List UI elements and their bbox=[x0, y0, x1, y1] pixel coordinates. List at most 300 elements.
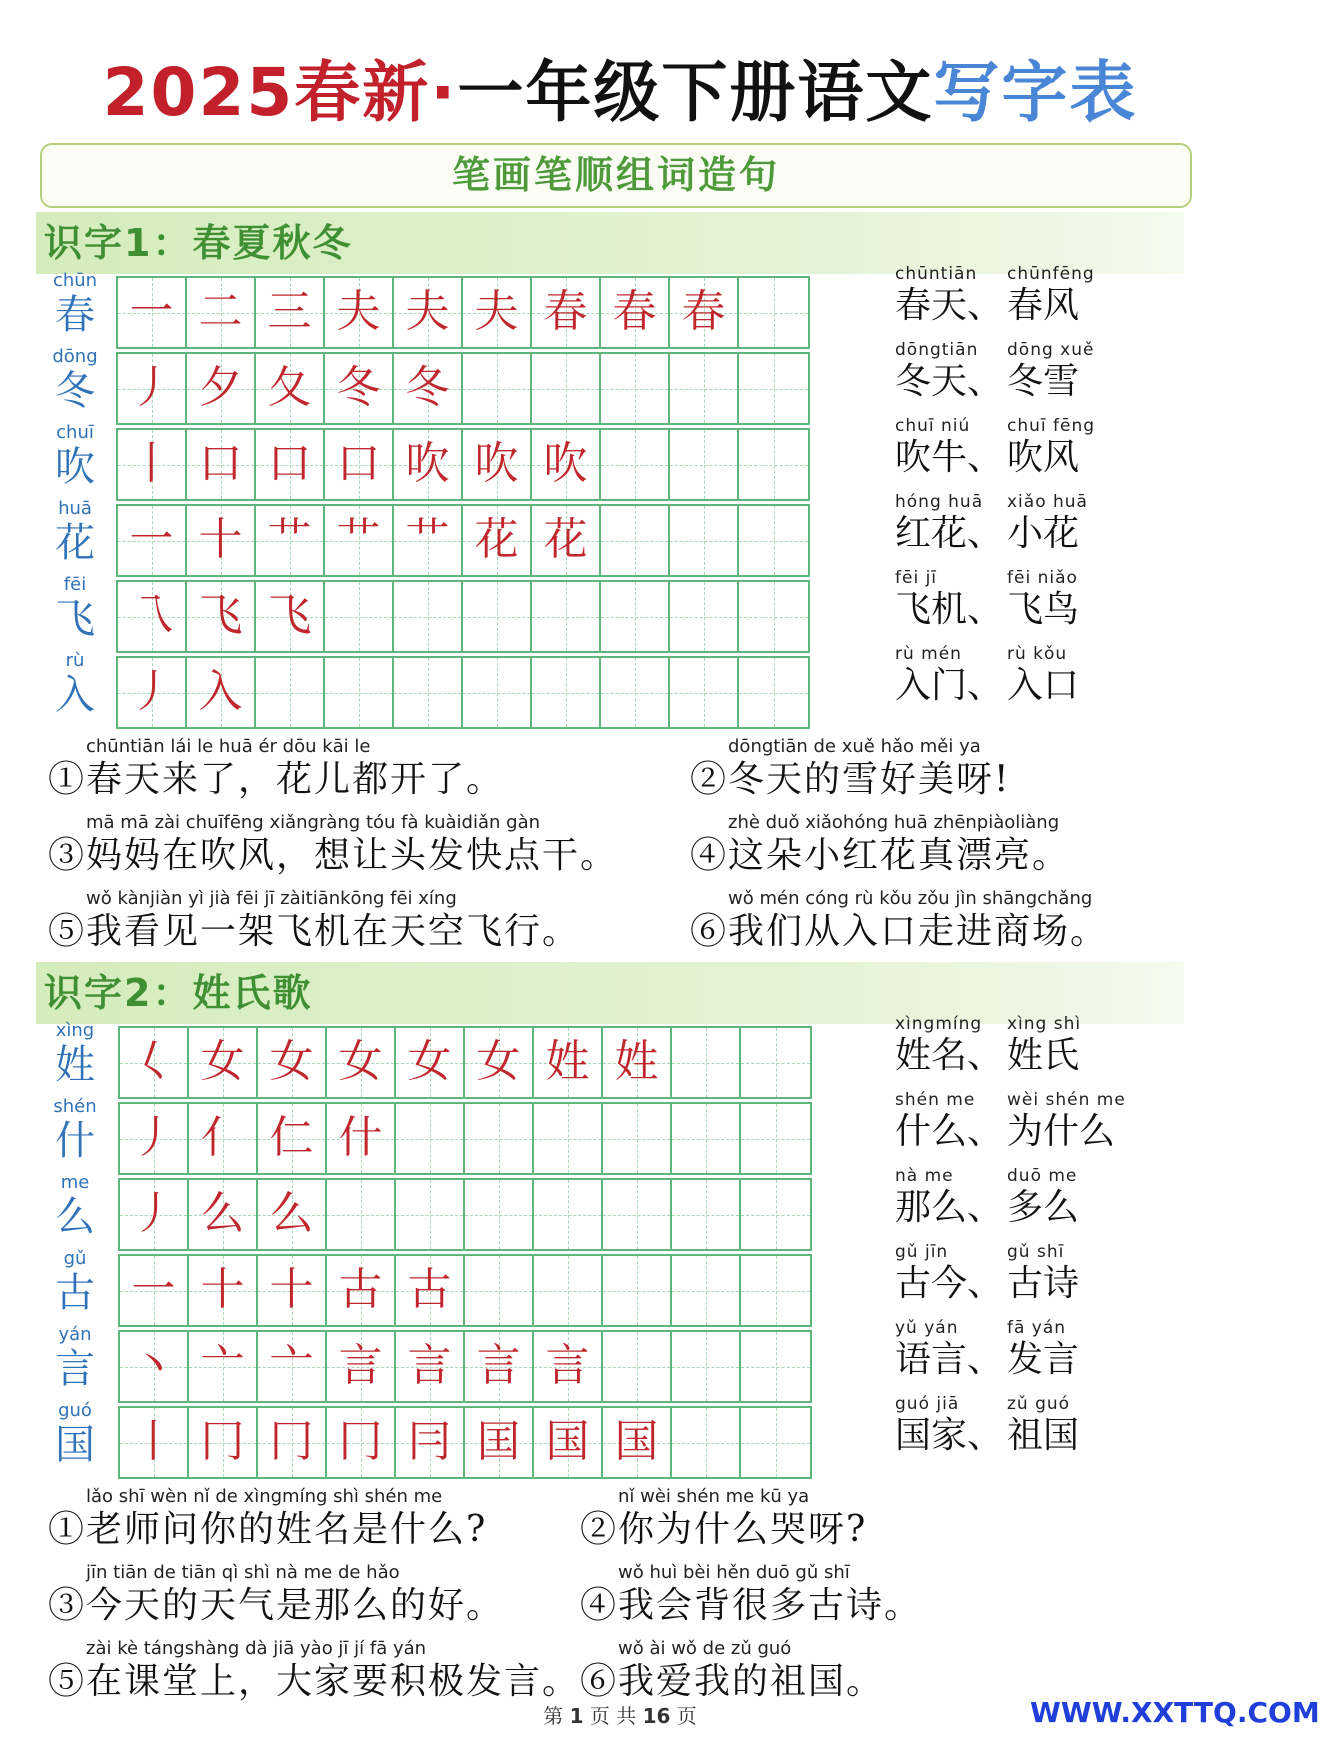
stroke-step: 春 bbox=[681, 286, 726, 337]
stroke-grid bbox=[116, 580, 810, 653]
char-glyph: 言 bbox=[55, 1346, 95, 1392]
grid-cell bbox=[120, 1256, 189, 1325]
stroke-step: 飞 bbox=[198, 590, 243, 641]
example-sentence bbox=[48, 1638, 580, 1704]
grid-cell bbox=[396, 1104, 465, 1173]
word-pinyin: gǔ jīn bbox=[895, 1242, 949, 1262]
grid-cell bbox=[256, 506, 325, 575]
grid-cell bbox=[741, 1028, 810, 1097]
char-pinyin: yán bbox=[58, 1324, 92, 1345]
stroke-step: 十 bbox=[198, 514, 243, 565]
char-label bbox=[40, 1020, 110, 1088]
word-pinyin: xìngmíng bbox=[895, 1014, 983, 1034]
footer-page-number: 1 bbox=[569, 1704, 584, 1728]
word-pinyin: chuī fēng bbox=[1007, 416, 1096, 436]
word-example bbox=[895, 492, 1003, 556]
grid-cell bbox=[120, 1104, 189, 1173]
word-example bbox=[895, 568, 1003, 632]
char-pinyin: rù bbox=[65, 650, 85, 671]
word-text: 姓氏 bbox=[1007, 1035, 1080, 1076]
word-text: 春风 bbox=[1007, 285, 1080, 326]
stroke-grid bbox=[118, 1178, 812, 1251]
char-pinyin: me bbox=[60, 1172, 90, 1193]
word-text: 为什么 bbox=[1007, 1111, 1116, 1152]
grid-cell bbox=[739, 430, 808, 499]
grid-cell bbox=[256, 582, 325, 651]
example-sentence bbox=[48, 1562, 504, 1628]
grid-cell bbox=[465, 1332, 534, 1401]
stroke-step: 一 bbox=[131, 1264, 176, 1315]
grid-cell bbox=[463, 430, 532, 499]
word-pinyin: dōng xuě bbox=[1007, 340, 1095, 360]
grid-cell bbox=[327, 1408, 396, 1477]
word-pinyin: gǔ shī bbox=[1007, 1242, 1065, 1262]
char-glyph: 国 bbox=[55, 1422, 95, 1468]
stroke-step: 姓 bbox=[545, 1036, 590, 1087]
word-pinyin: rù kǒu bbox=[1007, 644, 1068, 664]
sentence-pinyin: wǒ mén cóng rù kǒu zǒu jìn shāngchǎng bbox=[728, 888, 1093, 909]
stroke-step: 冬 bbox=[336, 362, 381, 413]
grid-cell bbox=[187, 582, 256, 651]
stroke-step: 艹 bbox=[405, 514, 450, 565]
title-year: 2025春新· bbox=[102, 54, 458, 131]
example-sentence bbox=[580, 1486, 867, 1552]
stroke-step: 吹 bbox=[474, 438, 519, 489]
char-glyph: 花 bbox=[55, 520, 95, 566]
sentence-pinyin: zhè duǒ xiǎohóng huā zhēnpiàoliàng bbox=[728, 812, 1060, 833]
sentence-pinyin: wǒ kànjiàn yì jià fēi jī zàitiānkōng fēi xíng bbox=[86, 888, 457, 909]
word-text: 国家、 bbox=[895, 1415, 1004, 1456]
char-label bbox=[40, 498, 110, 566]
stroke-step: 口 bbox=[198, 438, 243, 489]
grid-cell bbox=[258, 1028, 327, 1097]
grid-cell bbox=[394, 582, 463, 651]
title-table: 写字表 bbox=[933, 54, 1138, 131]
section-heading-1: 识字1：春夏秋冬 bbox=[36, 212, 1184, 274]
grid-cell bbox=[532, 354, 601, 423]
char-pinyin: guó bbox=[58, 1400, 92, 1421]
grid-cell bbox=[256, 278, 325, 347]
word-example bbox=[1007, 1166, 1079, 1230]
char-pinyin: dōng bbox=[52, 346, 98, 367]
grid-cell bbox=[532, 506, 601, 575]
sentence-pinyin: chūntiān lái le huā ér dōu kāi le bbox=[86, 736, 371, 757]
sentence-text: ⑤我看见一架飞机在天空飞行。 bbox=[48, 911, 581, 952]
stroke-step: 国 bbox=[614, 1416, 659, 1467]
sentence-pinyin: mā mā zài chuīfēng xiǎngràng tóu fà kuàidiǎn gàn bbox=[86, 812, 541, 833]
sentence-text: ②你为什么哭呀? bbox=[580, 1509, 868, 1550]
stroke-step: 丿 bbox=[131, 1112, 176, 1163]
example-sentence bbox=[690, 736, 1010, 802]
grid-cell bbox=[189, 1332, 258, 1401]
sentence-pinyin: jīn tiān de tiān qì shì nà me de hǎo bbox=[86, 1562, 400, 1583]
page-title bbox=[0, 48, 1240, 138]
stroke-grid bbox=[118, 1254, 812, 1327]
grid-cell bbox=[465, 1028, 534, 1097]
char-label bbox=[40, 1400, 110, 1468]
word-example bbox=[895, 264, 1003, 328]
grid-cell bbox=[601, 658, 670, 727]
stroke-step: 言 bbox=[545, 1340, 590, 1391]
grid-cell bbox=[739, 278, 808, 347]
word-example bbox=[895, 340, 1003, 404]
word-text: 红花、 bbox=[895, 513, 1004, 554]
stroke-step: 口 bbox=[336, 438, 381, 489]
word-pinyin: rù mén bbox=[895, 644, 962, 664]
stroke-step: 什 bbox=[338, 1112, 383, 1163]
stroke-step: 夫 bbox=[336, 286, 381, 337]
stroke-step: 花 bbox=[474, 514, 519, 565]
grid-cell bbox=[187, 430, 256, 499]
sentence-pinyin: wǒ ài wǒ de zǔ guó bbox=[618, 1638, 792, 1659]
grid-cell bbox=[327, 1104, 396, 1173]
stroke-step: 丿 bbox=[131, 1188, 176, 1239]
stroke-step: 亠 bbox=[200, 1340, 245, 1391]
grid-cell bbox=[601, 582, 670, 651]
grid-cell bbox=[603, 1256, 672, 1325]
char-label bbox=[40, 422, 110, 490]
word-text: 小花 bbox=[1007, 513, 1080, 554]
word-text: 入门、 bbox=[895, 665, 1004, 706]
word-text: 冬天、 bbox=[895, 361, 1004, 402]
char-label bbox=[40, 1096, 110, 1164]
stroke-step: 冂 bbox=[269, 1416, 314, 1467]
subtitle-box: 笔画笔顺组词造句 bbox=[40, 143, 1192, 208]
grid-cell bbox=[394, 354, 463, 423]
grid-cell bbox=[465, 1408, 534, 1477]
stroke-step: 春 bbox=[612, 286, 657, 337]
stroke-step: 么 bbox=[269, 1188, 314, 1239]
stroke-step: 么 bbox=[200, 1188, 245, 1239]
grid-cell bbox=[118, 354, 187, 423]
word-pinyin: fēi jī bbox=[895, 568, 938, 588]
grid-cell bbox=[325, 506, 394, 575]
grid-cell bbox=[670, 582, 739, 651]
footer-post: 页 bbox=[676, 1704, 697, 1728]
word-text: 多么 bbox=[1007, 1187, 1080, 1228]
word-example bbox=[1007, 1394, 1079, 1458]
word-text: 飞鸟 bbox=[1007, 589, 1080, 630]
example-sentence bbox=[48, 888, 580, 954]
stroke-grid bbox=[118, 1026, 812, 1099]
stroke-step: 冬 bbox=[405, 362, 450, 413]
word-text: 冬雪 bbox=[1007, 361, 1080, 402]
word-text: 什么、 bbox=[895, 1111, 1004, 1152]
word-text: 入口 bbox=[1007, 665, 1080, 706]
grid-cell bbox=[670, 658, 739, 727]
char-label bbox=[40, 1324, 110, 1392]
grid-cell bbox=[120, 1028, 189, 1097]
word-text: 古今、 bbox=[895, 1263, 1004, 1304]
grid-cell bbox=[534, 1332, 603, 1401]
grid-cell bbox=[396, 1256, 465, 1325]
grid-cell bbox=[534, 1256, 603, 1325]
grid-cell bbox=[258, 1256, 327, 1325]
grid-cell bbox=[534, 1180, 603, 1249]
stroke-step: 丨 bbox=[129, 438, 174, 489]
title-grade: 一年级下册语文 bbox=[457, 54, 934, 131]
example-sentence bbox=[690, 812, 1070, 878]
grid-cell bbox=[189, 1408, 258, 1477]
grid-cell bbox=[672, 1332, 741, 1401]
grid-cell bbox=[739, 658, 808, 727]
stroke-grid bbox=[116, 352, 810, 425]
sentence-text: ⑥我们从入口走进商场。 bbox=[690, 911, 1109, 952]
grid-cell bbox=[463, 506, 532, 575]
stroke-step: 古 bbox=[407, 1264, 452, 1315]
word-pinyin: hóng huā bbox=[895, 492, 984, 512]
grid-cell bbox=[603, 1180, 672, 1249]
stroke-step: 女 bbox=[476, 1036, 521, 1087]
grid-cell bbox=[532, 658, 601, 727]
word-example bbox=[1007, 644, 1079, 708]
grid-cell bbox=[189, 1256, 258, 1325]
stroke-step: 口 bbox=[267, 438, 312, 489]
stroke-grid bbox=[116, 276, 810, 349]
grid-cell bbox=[118, 278, 187, 347]
grid-cell bbox=[670, 430, 739, 499]
grid-cell bbox=[256, 430, 325, 499]
stroke-step: 吹 bbox=[543, 438, 588, 489]
char-pinyin: chuī bbox=[56, 422, 94, 443]
char-glyph: 姓 bbox=[55, 1042, 95, 1088]
word-example bbox=[895, 1090, 1003, 1154]
stroke-step: 亠 bbox=[269, 1340, 314, 1391]
stroke-grid bbox=[118, 1406, 812, 1479]
sentence-text: ①老师问你的姓名是什么? bbox=[48, 1509, 488, 1550]
grid-cell bbox=[603, 1332, 672, 1401]
grid-cell bbox=[672, 1256, 741, 1325]
word-example bbox=[1007, 264, 1095, 328]
stroke-step: 冂 bbox=[200, 1416, 245, 1467]
stroke-step: 女 bbox=[200, 1036, 245, 1087]
grid-cell bbox=[120, 1408, 189, 1477]
stroke-step: 夂 bbox=[267, 362, 312, 413]
section-heading-2: 识字2：姓氏歌 bbox=[36, 962, 1184, 1024]
char-pinyin: xìng bbox=[55, 1020, 95, 1041]
grid-cell bbox=[258, 1408, 327, 1477]
grid-cell bbox=[258, 1104, 327, 1173]
word-example bbox=[895, 1318, 1003, 1382]
grid-cell bbox=[532, 278, 601, 347]
grid-cell bbox=[532, 582, 601, 651]
stroke-step: 一 bbox=[129, 514, 174, 565]
sentence-pinyin: wǒ huì bèi hěn duō gǔ shī bbox=[618, 1562, 850, 1583]
grid-cell bbox=[534, 1104, 603, 1173]
grid-cell bbox=[739, 582, 808, 651]
stroke-step: 十 bbox=[269, 1264, 314, 1315]
char-pinyin: shén bbox=[53, 1096, 97, 1117]
sentence-text: ③今天的天气是那么的好。 bbox=[48, 1585, 505, 1626]
char-pinyin: gǔ bbox=[63, 1248, 87, 1269]
stroke-step: 丿 bbox=[129, 666, 174, 717]
grid-cell bbox=[396, 1180, 465, 1249]
stroke-step: 女 bbox=[338, 1036, 383, 1087]
grid-cell bbox=[534, 1408, 603, 1477]
grid-cell bbox=[741, 1180, 810, 1249]
word-pinyin: shén me bbox=[895, 1090, 976, 1110]
example-sentence bbox=[690, 888, 1108, 954]
char-glyph: 古 bbox=[55, 1270, 95, 1316]
char-label bbox=[40, 574, 110, 642]
word-text: 语言、 bbox=[895, 1339, 1004, 1380]
char-glyph: 春 bbox=[55, 292, 95, 338]
grid-cell bbox=[603, 1408, 672, 1477]
grid-cell bbox=[670, 278, 739, 347]
stroke-step: 囯 bbox=[476, 1416, 521, 1467]
word-example bbox=[895, 1242, 1003, 1306]
grid-cell bbox=[327, 1256, 396, 1325]
word-example bbox=[1007, 1242, 1079, 1306]
word-pinyin: xiǎo huā bbox=[1007, 492, 1088, 512]
grid-cell bbox=[394, 506, 463, 575]
grid-cell bbox=[601, 430, 670, 499]
grid-cell bbox=[670, 354, 739, 423]
grid-cell bbox=[465, 1256, 534, 1325]
grid-cell bbox=[394, 658, 463, 727]
grid-cell bbox=[327, 1028, 396, 1097]
grid-cell bbox=[463, 354, 532, 423]
word-example bbox=[1007, 568, 1079, 632]
grid-cell bbox=[256, 354, 325, 423]
word-example bbox=[1007, 492, 1088, 556]
stroke-step: 三 bbox=[267, 286, 312, 337]
word-example bbox=[1007, 1318, 1079, 1382]
char-label bbox=[40, 650, 110, 718]
grid-cell bbox=[601, 278, 670, 347]
grid-cell bbox=[739, 354, 808, 423]
grid-cell bbox=[465, 1104, 534, 1173]
word-text: 吹风 bbox=[1007, 437, 1080, 478]
word-example bbox=[895, 1394, 1003, 1458]
grid-cell bbox=[603, 1028, 672, 1097]
char-pinyin: huā bbox=[58, 498, 92, 519]
sentence-text: ⑥我爱我的祖国。 bbox=[580, 1661, 885, 1702]
sentence-text: ②冬天的雪好美呀! bbox=[690, 759, 1011, 800]
grid-cell bbox=[741, 1104, 810, 1173]
word-pinyin: yǔ yán bbox=[895, 1318, 959, 1338]
grid-cell bbox=[325, 582, 394, 651]
char-glyph: 冬 bbox=[55, 368, 95, 414]
word-text: 发言 bbox=[1007, 1339, 1080, 1380]
char-pinyin: fēi bbox=[63, 574, 87, 595]
stroke-step: 𡿨 bbox=[131, 1036, 176, 1087]
stroke-step: 艹 bbox=[336, 514, 381, 565]
grid-cell bbox=[258, 1332, 327, 1401]
grid-cell bbox=[187, 658, 256, 727]
char-label bbox=[40, 270, 110, 338]
grid-cell bbox=[187, 506, 256, 575]
grid-cell bbox=[463, 658, 532, 727]
grid-cell bbox=[394, 430, 463, 499]
grid-cell bbox=[463, 278, 532, 347]
stroke-step: 夫 bbox=[405, 286, 450, 337]
example-sentence bbox=[48, 812, 618, 878]
footer-mid: 页 共 bbox=[589, 1704, 637, 1728]
grid-cell bbox=[120, 1332, 189, 1401]
word-pinyin: chūntiān bbox=[895, 264, 978, 284]
stroke-step: 言 bbox=[338, 1340, 383, 1391]
grid-cell bbox=[394, 278, 463, 347]
sentence-text: ⑤在课堂上，大家要积极发言。 bbox=[48, 1661, 581, 1702]
grid-cell bbox=[118, 430, 187, 499]
stroke-step: 春 bbox=[543, 286, 588, 337]
word-example bbox=[1007, 416, 1095, 480]
word-pinyin: dōngtiān bbox=[895, 340, 979, 360]
grid-cell bbox=[189, 1180, 258, 1249]
char-glyph: 飞 bbox=[55, 596, 95, 642]
grid-cell bbox=[327, 1180, 396, 1249]
char-label bbox=[40, 346, 110, 414]
grid-cell bbox=[601, 354, 670, 423]
word-text: 吹牛、 bbox=[895, 437, 1004, 478]
word-pinyin: zǔ guó bbox=[1007, 1394, 1071, 1414]
grid-cell bbox=[603, 1104, 672, 1173]
grid-cell bbox=[325, 658, 394, 727]
grid-cell bbox=[118, 506, 187, 575]
grid-cell bbox=[534, 1028, 603, 1097]
word-pinyin: nà me bbox=[895, 1166, 954, 1186]
word-pinyin: wèi shén me bbox=[1007, 1090, 1126, 1110]
char-glyph: 吹 bbox=[55, 444, 95, 490]
word-text: 古诗 bbox=[1007, 1263, 1080, 1304]
grid-cell bbox=[396, 1028, 465, 1097]
grid-cell bbox=[118, 658, 187, 727]
stroke-step: 丨 bbox=[131, 1416, 176, 1467]
grid-cell bbox=[741, 1256, 810, 1325]
stroke-grid bbox=[116, 504, 810, 577]
grid-cell bbox=[187, 354, 256, 423]
stroke-step: 夫 bbox=[474, 286, 519, 337]
char-pinyin: chūn bbox=[52, 270, 98, 291]
example-sentence bbox=[580, 1638, 884, 1704]
grid-cell bbox=[465, 1180, 534, 1249]
stroke-step: 国 bbox=[545, 1416, 590, 1467]
grid-cell bbox=[739, 506, 808, 575]
example-sentence bbox=[48, 736, 504, 802]
stroke-step: 女 bbox=[269, 1036, 314, 1087]
char-label bbox=[40, 1248, 110, 1316]
example-sentence bbox=[48, 1486, 487, 1552]
grid-cell bbox=[325, 430, 394, 499]
grid-cell bbox=[396, 1332, 465, 1401]
site-url[interactable]: WWW.XXTTQ.COM bbox=[1030, 1696, 1320, 1729]
word-example bbox=[1007, 1090, 1126, 1154]
stroke-step: 花 bbox=[543, 514, 588, 565]
stroke-step: 艹 bbox=[267, 514, 312, 565]
example-sentence bbox=[580, 1562, 922, 1628]
word-pinyin: xìng shì bbox=[1007, 1014, 1082, 1034]
word-example bbox=[895, 644, 1003, 708]
stroke-grid bbox=[116, 428, 810, 501]
stroke-grid bbox=[118, 1330, 812, 1403]
stroke-step: 入 bbox=[198, 666, 243, 717]
word-text: 春天、 bbox=[895, 285, 1004, 326]
stroke-step: 言 bbox=[407, 1340, 452, 1391]
grid-cell bbox=[256, 658, 325, 727]
stroke-step: 丿 bbox=[129, 362, 174, 413]
sentence-text: ④我会背很多古诗。 bbox=[580, 1585, 923, 1626]
stroke-step: 冃 bbox=[407, 1416, 452, 1467]
grid-cell bbox=[672, 1180, 741, 1249]
word-example bbox=[895, 416, 1003, 480]
word-pinyin: duō me bbox=[1007, 1166, 1078, 1186]
word-example bbox=[1007, 340, 1094, 404]
grid-cell bbox=[120, 1180, 189, 1249]
sentence-pinyin: zài kè tángshàng dà jiā yào jī jí fā yán bbox=[86, 1638, 427, 1659]
grid-cell bbox=[258, 1180, 327, 1249]
grid-cell bbox=[741, 1332, 810, 1401]
